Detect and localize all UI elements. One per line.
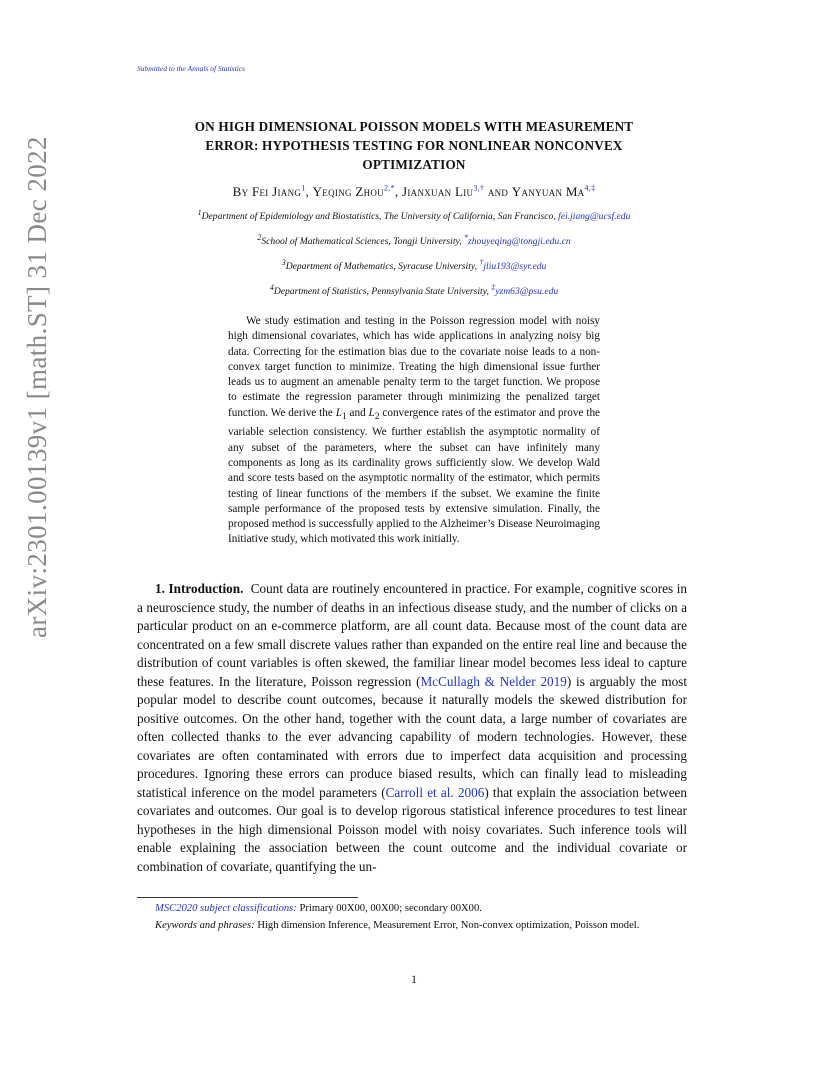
keywords-footnote xyxy=(137,918,687,933)
body-text: ) that explain the association between covariates and outcomes. Our goal is to develop rigorous statistical inference procedures to test linear hypotheses in the high dimensional Poisson model with noisy covariates. Such inference tools will enable explaining the association between the count outcome and the individual covariate or combination of covariate, quantifying the un- xyxy=(137,784,688,874)
and-label: and xyxy=(487,184,509,199)
affiliation-text: School of Mathematical Sciences, Tongji University, xyxy=(261,236,465,247)
by-label: By xyxy=(232,184,249,199)
msc-text: Primary 00X00, 00X00; secondary 00X00. xyxy=(296,903,482,914)
author-name: Yanyuan Ma xyxy=(511,184,585,199)
msc-footnote xyxy=(137,903,687,914)
title-line: ON HIGH DIMENSIONAL POISSON MODELS WITH MEASUREMENT xyxy=(194,119,634,134)
email-link[interactable]: jliu193@syr.edu xyxy=(483,261,547,272)
math-subscript: 1 xyxy=(341,412,347,423)
math-subscript: 2 xyxy=(374,412,380,423)
citation-link[interactable]: McCullagh & Nelder 2019 xyxy=(420,673,567,689)
email-link[interactable]: zhouyeqing@tongji.edu.cn xyxy=(468,236,571,247)
email-mark: ‡ xyxy=(491,282,496,292)
author-list: By Fei Jiang$^1$, Yeqing Zhou$^{2,*}$, Jianxuan Liu$^{3,\dagger}$ and Yanyuan $Ma^{4,\ddagger}$ xyxy=(232,183,596,199)
affiliation xyxy=(120,257,708,272)
affiliation-number: 4 xyxy=(269,282,274,292)
arxiv-identifier: arXiv:2301.00139v1 [math.ST] 31 Dec 2022 xyxy=(22,136,52,638)
affiliation-number: 2 xyxy=(257,232,262,242)
msc-label-link[interactable]: MSC2020 subject classifications: xyxy=(155,903,297,914)
keywords-text: High dimension Inference, Measurement Error, Non-convex optimization, Poisson model. xyxy=(254,920,640,931)
page-number: 1 xyxy=(411,972,417,986)
introduction-section xyxy=(137,580,687,876)
body-text: Count data are routinely encountered in practice. For example, cognitive scores in a neuroscience study, the number of deaths in an infectious disease study, and the number of clicks on a particular product on an e-commerce platform, are all count data. Because most of the count data are concentrated on a few small discrete values rather than expanded on the entire real line and because the distribution of count variables is often skewed, the familiar linear model becomes less ideal to capture these features. In the literature, Poisson regression ( xyxy=(137,581,687,689)
affiliation-text: Department of Mathematics, Syracuse University, xyxy=(285,261,480,272)
citation-link[interactable]: Carroll et al. 2006 xyxy=(385,784,485,800)
section-heading: 1. Introduction. xyxy=(155,581,244,596)
keywords-label: Keywords and phrases: xyxy=(155,920,255,931)
paper-title xyxy=(120,117,708,174)
affiliation-number: 1 xyxy=(197,207,202,217)
author-affiliation-mark[interactable]: 4,‡ xyxy=(584,183,596,193)
abstract-text: and xyxy=(346,406,369,419)
author-affiliation-mark[interactable]: 1 xyxy=(301,183,306,193)
author-affiliation-mark[interactable]: 2,* xyxy=(383,183,395,193)
email-link[interactable]: fei.jiang@ucsf.edu xyxy=(558,211,631,222)
title-line: OPTIMIZATION xyxy=(362,157,466,172)
email-link[interactable]: yzm63@psu.edu xyxy=(495,286,559,297)
email-mark: † xyxy=(479,257,484,267)
author-name: Jianxuan Liu xyxy=(402,184,474,199)
author-affiliation-mark[interactable]: 3,† xyxy=(473,183,485,193)
email-mark: * xyxy=(464,232,469,242)
abstract-text: convergence rates of the estimator and prove the variable selection consistency. We further establish the asymptotic normality of any subset of the parameters, where the subset can have infinitely many components as long as its cardinality grows sufficiently slow. We develop Wald and score tests based on the asymptotic normality of the estimator, which permits testing of linear functions of the members if the subset. We examine the finite sample performance of the proposed tests by extensive simulation. Finally, the proposed method is successfully applied to the Alzheimer’s Disease Neuroimaging Initiative study, which motivated this work initially. xyxy=(228,406,601,546)
author-name: Yeqing Zhou xyxy=(312,184,384,199)
affiliation-number: 3 xyxy=(281,257,286,267)
affiliation xyxy=(120,207,708,222)
affiliation-text: Department of Statistics, Pennsylvania State University, xyxy=(273,286,492,297)
affiliation xyxy=(120,232,708,247)
title-line: ERROR: HYPOTHESIS TESTING FOR NONLINEAR NONCONVEX xyxy=(205,138,623,153)
affiliation-text: Department of Epidemiology and Biostatistics, The University of California, San Francisco, xyxy=(201,211,559,222)
journal-header-link[interactable]: Submitted to the Annals of Statistics xyxy=(137,64,245,73)
body-text: ) is arguably the most popular model to describe count outcomes, because it naturally models the skewed distribution for positive outcomes. On the other hand, together with the count data, a large number of covariates are often collected thanks to the ever advancing capability of modern technologies. However, these covariates are often contaminated with errors due to imperfect data acquisition and processing procedures. Ignoring these errors can produce biased results, which can finally lead to misleading statistical inference on the model parameters ( xyxy=(137,673,687,800)
math-symbol: L xyxy=(335,406,342,419)
author-name: Fei Jiang xyxy=(251,184,302,199)
abstract-text: We study estimation and testing in the Poisson regression model with noisy high dimensional covariates, which has wide applications in analyzing noisy big data. Correcting for the estimation bias due to the covariate noise leads to a non-convex target function to minimize. Treating the high dimensional issue further leads us to augment an amenable penalty term to the target function. We propose to estimate the regression parameter through minimizing the penalized target function. We derive the xyxy=(228,315,600,419)
footnote-rule xyxy=(137,897,358,898)
math-symbol: L xyxy=(368,406,375,419)
abstract xyxy=(228,314,600,548)
affiliation xyxy=(120,282,708,297)
